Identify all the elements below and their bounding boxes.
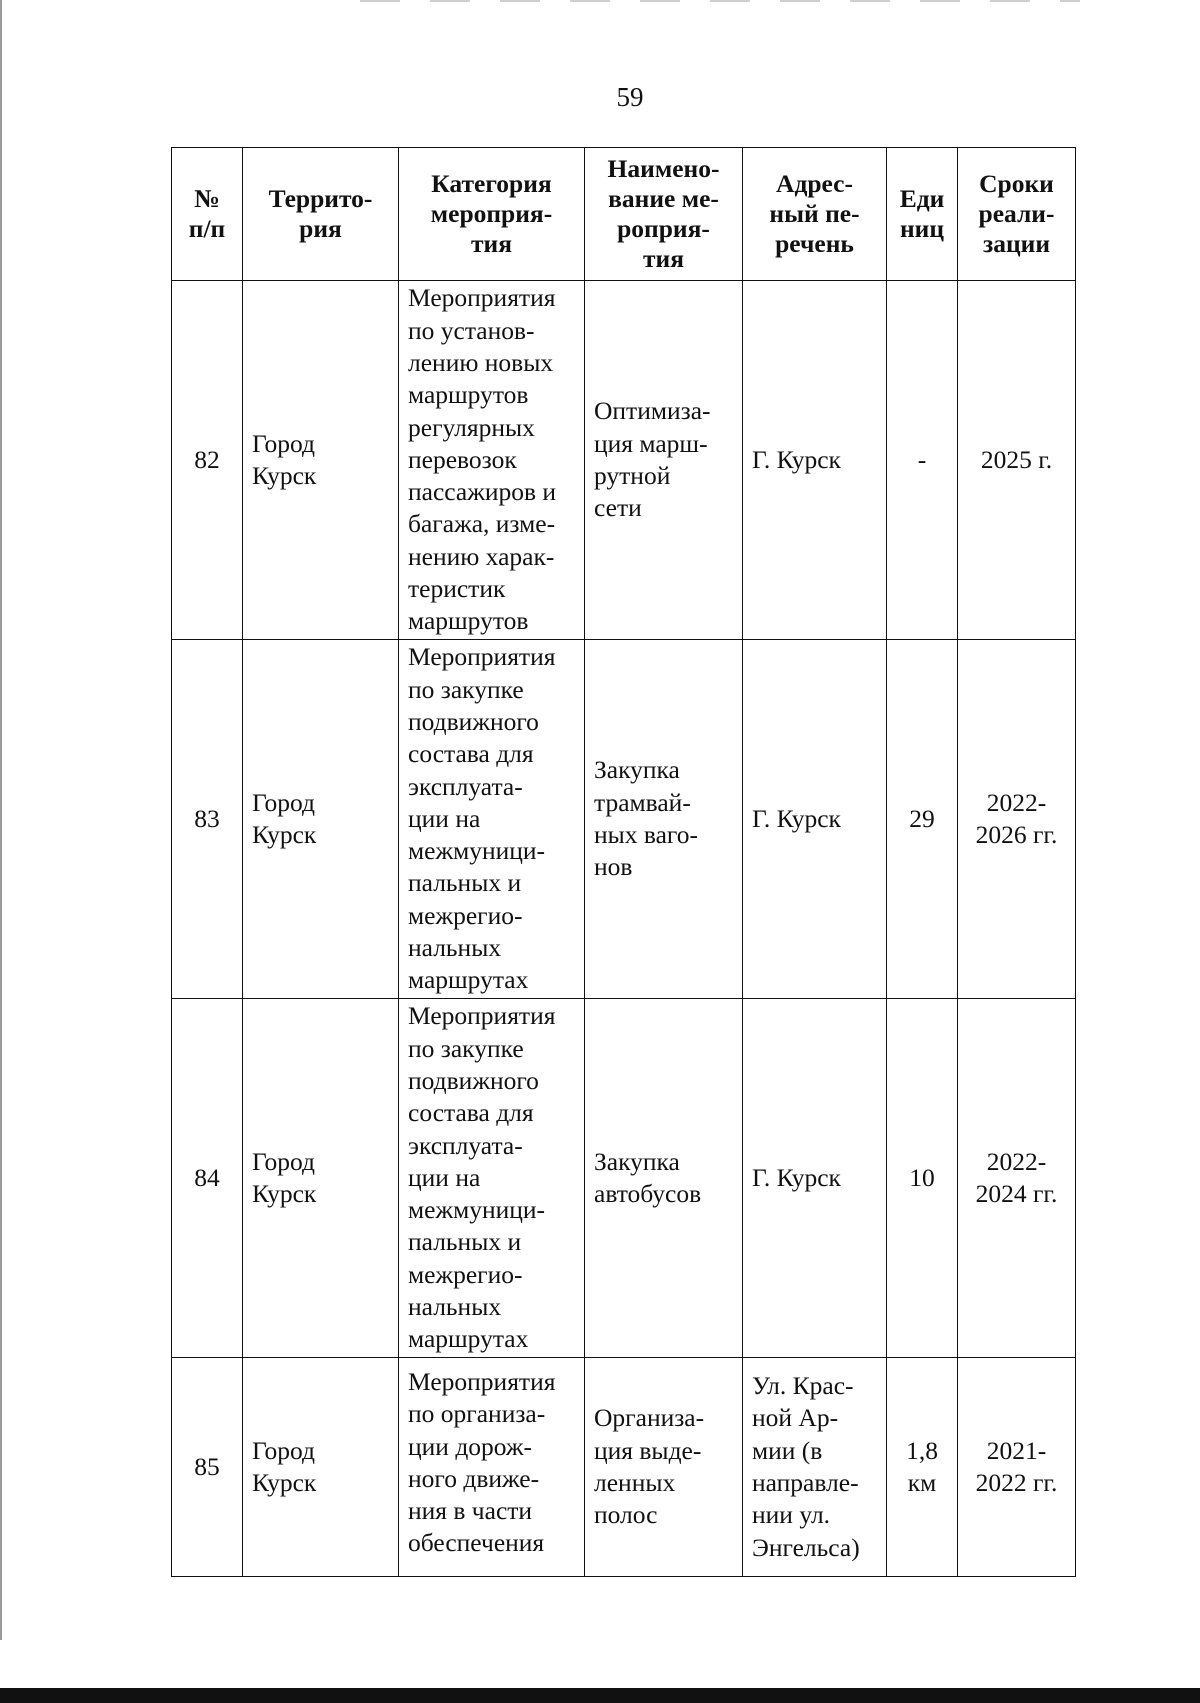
cell-units: 1,8 км bbox=[887, 1358, 958, 1577]
table-row bbox=[172, 281, 1076, 640]
cell-term: 2022- 2026 гг. bbox=[958, 640, 1076, 999]
cell-name: Оптимиза- ция марш- рутной сети bbox=[585, 281, 743, 640]
header-term: Сроки реали- зации bbox=[958, 148, 1076, 281]
cell-category: Мероприятия по установ- лению новых маршрутов регулярных перевозок пассажиров и багажа, изме- нению харак- теристик маршрутов bbox=[399, 281, 585, 640]
cell-category: Мероприятия по организа- ции дорож- ного движе- ния в части обеспечения bbox=[399, 1358, 585, 1577]
cell-num: 84 bbox=[172, 999, 243, 1358]
cell-address: Г. Курск bbox=[743, 999, 887, 1358]
cell-units: - bbox=[887, 281, 958, 640]
measures-table bbox=[171, 147, 1076, 1577]
cell-territory: Город Курск bbox=[243, 281, 399, 640]
scan-edge-bottom bbox=[0, 1688, 1200, 1703]
cell-term: 2021- 2022 гг. bbox=[958, 1358, 1076, 1577]
cell-num: 82 bbox=[172, 281, 243, 640]
header-name: Наимено- вание ме- роприя- тия bbox=[585, 148, 743, 281]
cell-num: 83 bbox=[172, 640, 243, 999]
cell-category: Мероприятия по закупке подвижного состава для эксплуата- ции на межмуници- пальных и межрегио- нальных маршрутах bbox=[399, 640, 585, 999]
cell-territory: Город Курск bbox=[243, 999, 399, 1358]
scan-edge-left bbox=[0, 0, 2, 1640]
header-territory: Террито- рия bbox=[243, 148, 399, 281]
table-header-row bbox=[172, 148, 1076, 281]
cell-term: 2025 г. bbox=[958, 281, 1076, 640]
cell-term: 2022- 2024 гг. bbox=[958, 999, 1076, 1358]
cell-category: Мероприятия по закупке подвижного состава для эксплуата- ции на межмуници- пальных и межрегио- нальных маршрутах bbox=[399, 999, 585, 1358]
header-units: Еди ниц bbox=[887, 148, 958, 281]
header-category: Категория мероприя- тия bbox=[399, 148, 585, 281]
cell-name: Закупка автобусов bbox=[585, 999, 743, 1358]
cell-territory: Город Курск bbox=[243, 640, 399, 999]
cell-units: 10 bbox=[887, 999, 958, 1358]
cell-address: Г. Курск bbox=[743, 281, 887, 640]
scan-edge-top bbox=[360, 0, 1080, 2]
table-row bbox=[172, 1358, 1076, 1577]
cell-name: Закупка трамвай- ных ваго- нов bbox=[585, 640, 743, 999]
page-number: 59 bbox=[616, 82, 644, 112]
cell-address: Г. Курск bbox=[743, 640, 887, 999]
table-row bbox=[172, 640, 1076, 999]
cell-address: Ул. Крас- ной Ар- мии (в направле- нии ул. Энгельса) bbox=[743, 1358, 887, 1577]
cell-num: 85 bbox=[172, 1358, 243, 1577]
cell-name: Организа- ция выде- ленных полос bbox=[585, 1358, 743, 1577]
cell-units: 29 bbox=[887, 640, 958, 999]
table-row bbox=[172, 999, 1076, 1358]
cell-territory: Город Курск bbox=[243, 1358, 399, 1577]
header-num: № п/п bbox=[172, 148, 243, 281]
header-address: Адрес- ный пе- речень bbox=[743, 148, 887, 281]
